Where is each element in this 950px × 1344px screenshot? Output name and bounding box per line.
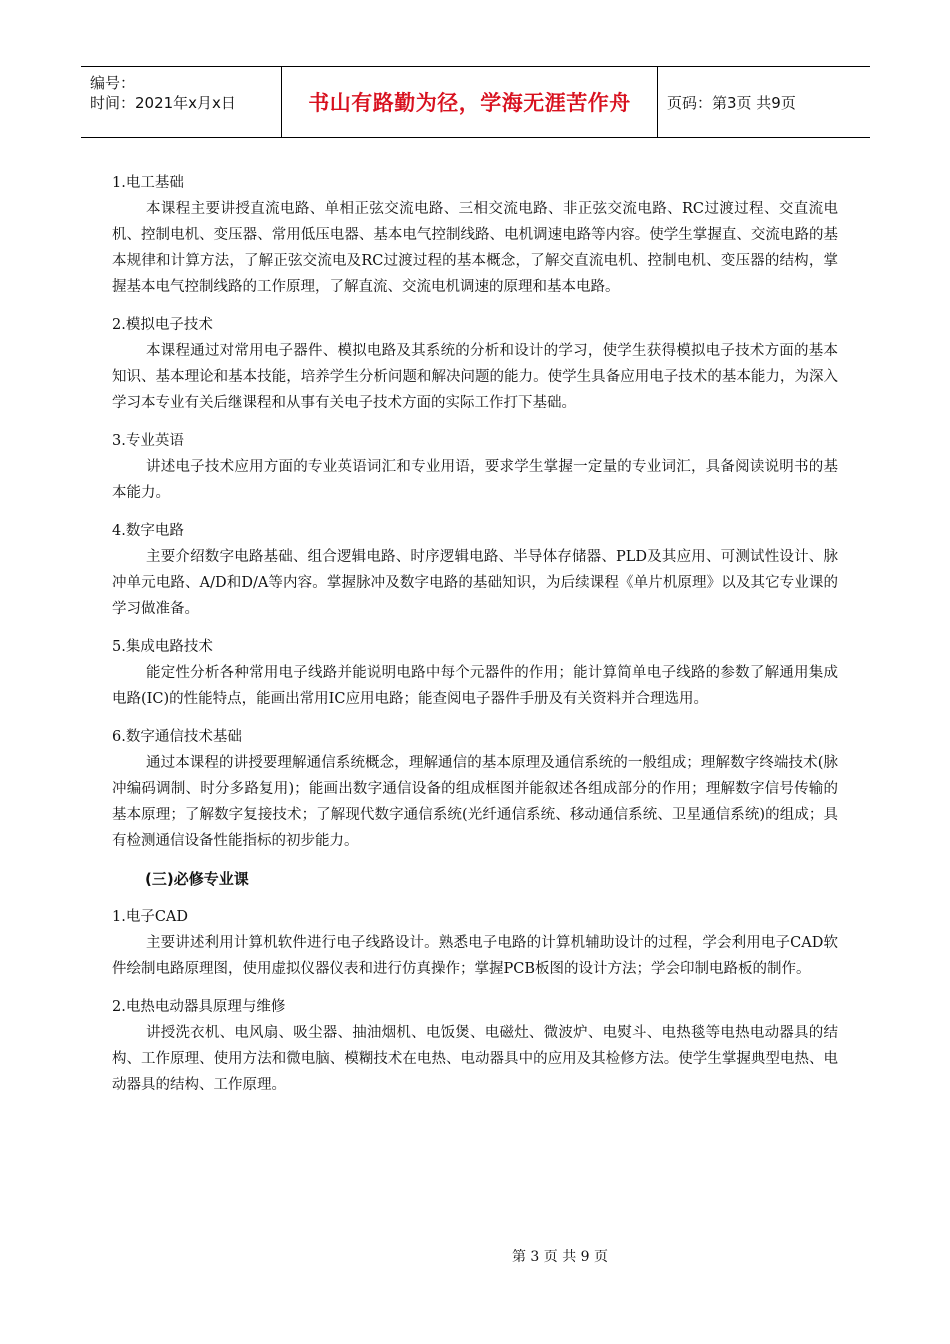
course-description: 本课程通过对常用电子器件、模拟电路及其系统的分析和设计的学习，使学生获得模拟电子技术方面的基本知识、基本理论和基本技能，培养学生分析问题和解决问题的能力。使学生具备应用电子技术的基本能力，为深入学习本专业有关后继课程和从事有关电子技术方面的实际工作打下基础。 xyxy=(112,343,838,411)
course-title: 6.数字通信技术基础 xyxy=(112,729,242,745)
course-section xyxy=(112,634,838,712)
course-section xyxy=(112,994,838,1098)
course-title: 2.模拟电子技术 xyxy=(112,317,213,333)
course-title: 4.数字电路 xyxy=(112,523,184,539)
course-title: 5.集成电路技术 xyxy=(112,639,213,655)
course-section xyxy=(112,428,838,506)
course-section xyxy=(112,904,838,982)
course-description: 主要介绍数字电路基础、组合逻辑电路、时序逻辑电路、半导体存储器、PLD及其应用、可测试性设计、脉冲单元电路、A/D和D/A等内容。掌握脉冲及数字电路的基础知识，为后续课程《单片机原理》以及其它专业课的学习做准备。 xyxy=(112,549,838,617)
group-heading: (三)必修专业课 xyxy=(145,870,249,888)
document-header xyxy=(81,66,870,138)
course-section xyxy=(112,518,838,622)
number-label: 编号： xyxy=(90,74,136,92)
course-section xyxy=(112,170,838,300)
course-description: 讲授洗衣机、电风扇、吸尘器、抽油烟机、电饭煲、电磁灶、微波炉、电熨斗、电热毯等电热电动器具的结构、工作原理、使用方法和微电脑、模糊技术在电热、电动器具中的应用及其检修方法。使学生掌握典型电热、电动器具的结构、工作原理。 xyxy=(112,1025,838,1093)
course-description: 本课程主要讲授直流电路、单相正弦交流电路、三相交流电路、非正弦交流电路、RC过渡过程、交直流电机、控制电机、变压器、常用低压电器、基本电气控制线路、电机调速电路等内容。使学生掌握直、交流电路的基本规律和计算方法，了解正弦交流电及RC过渡过程的基本概念，了解交直流电机、控制电机、变压器的结构，掌握基本电气控制线路的工作原理，了解直流、交流电机调速的原理和基本电路。 xyxy=(112,201,838,295)
course-section xyxy=(112,724,838,854)
course-title: 1.电工基础 xyxy=(112,175,184,191)
motto-text: 书山有路勤为径，学海无涯苦作舟 xyxy=(308,91,631,115)
course-description: 通过本课程的讲授要理解通信系统概念，理解通信的基本原理及通信系统的一般组成；理解数字终端技术(脉冲编码调制、时分多路复用)；能画出数字通信设备的组成框图并能叙述各组成部分的作用；理解数字信号传输的基本原理；了解数字复接技术；了解现代数字通信系统(光纤通信系统、移动通信系统、卫星通信系统)的组成；具有检测通信设备性能指标的初步能力。 xyxy=(112,755,838,849)
header-motto-cell xyxy=(281,67,658,137)
course-description: 能定性分析各种常用电子线路并能说明电路中每个元器件的作用；能计算简单电子线路的参数了解通用集成电路(IC)的性能特点，能画出常用IC应用电路；能查阅电子器件手册及有关资料并合理选用。 xyxy=(112,665,838,707)
document-body xyxy=(112,170,838,1110)
course-description: 讲述电子技术应用方面的专业英语词汇和专业用语，要求学生掌握一定量的专业词汇，具备阅读说明书的基本能力。 xyxy=(112,459,838,501)
page-footer xyxy=(0,1246,950,1266)
time-label: 时间：2021年x月x日 xyxy=(90,94,236,112)
course-section xyxy=(112,312,838,416)
page-indicator: 页码：第3页 共9页 xyxy=(667,93,796,112)
course-title: 2.电热电动器具原理与维修 xyxy=(112,999,286,1015)
course-title: 3.专业英语 xyxy=(112,433,184,449)
course-description: 主要讲述利用计算机软件进行电子线路设计。熟悉电子电路的计算机辅助设计的过程，学会利用电子CAD软件绘制电路原理图，使用虚拟仪器仪表和进行仿真操作；掌握PCB板图的设计方法；学会印制电路板的制作。 xyxy=(112,935,838,977)
course-title: 1.电子CAD xyxy=(112,909,189,925)
footer-page-number: 第 3 页 共 9 页 xyxy=(511,1249,609,1265)
header-meta xyxy=(81,67,281,137)
